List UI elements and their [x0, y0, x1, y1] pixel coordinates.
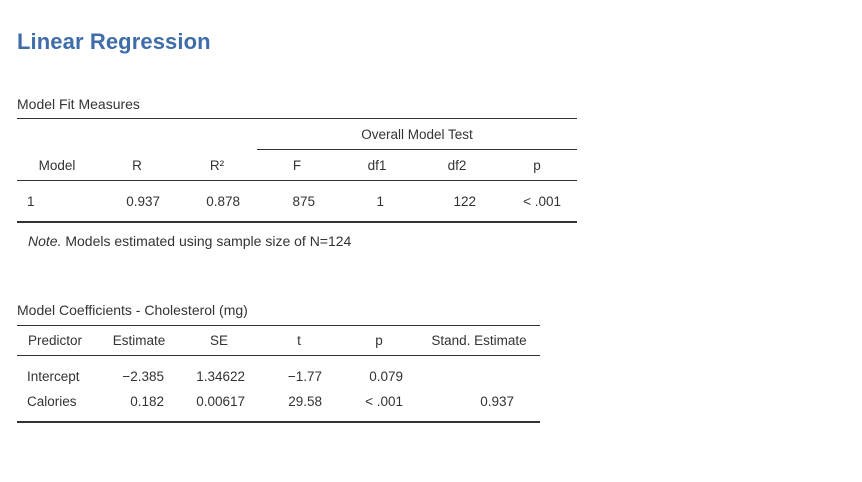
cell-model: 1	[27, 194, 35, 209]
table-top-rule	[17, 118, 577, 119]
column-header-predictor: Predictor	[28, 333, 83, 348]
column-header-estimate: Estimate	[112, 333, 166, 348]
group-header-rule	[257, 149, 577, 150]
column-header-t: t	[297, 333, 301, 348]
column-header-p: p	[533, 158, 541, 173]
table-bottom-rule	[17, 421, 540, 423]
column-header-r-squared: R²	[209, 158, 225, 173]
column-header-model: Model	[38, 158, 76, 173]
cell-predictor: Intercept	[27, 369, 80, 384]
header-rule	[17, 355, 540, 356]
coefficients-title: Model Coefficients - Cholesterol (mg)	[17, 302, 248, 318]
cell-predictor: Calories	[27, 394, 77, 409]
cell-t: −1.77	[287, 369, 322, 384]
column-header-p: p	[375, 333, 383, 348]
cell-df1: 1	[376, 194, 384, 209]
column-header-stand-estimate: Stand. Estimate	[431, 333, 527, 348]
page-title: Linear Regression	[17, 29, 211, 54]
table-note	[28, 233, 351, 249]
cell-estimate: 0.182	[130, 394, 164, 409]
table-bottom-rule	[17, 221, 577, 223]
cell-r-squared: 0.878	[206, 194, 240, 209]
cell-t: 29.58	[288, 394, 322, 409]
model-fit-title: Model Fit Measures	[17, 96, 140, 112]
cell-df2: 122	[453, 194, 476, 209]
header-rule	[17, 180, 577, 181]
column-header-df2: df2	[447, 158, 467, 173]
cell-p: < .001	[523, 194, 561, 209]
column-header-df1: df1	[367, 158, 387, 173]
note-text: Models estimated using sample size of N=124	[61, 233, 352, 249]
cell-se: 0.00617	[196, 394, 245, 409]
column-header-se: SE	[209, 333, 229, 348]
cell-stand-estimate: 0.937	[480, 394, 514, 409]
cell-estimate: −2.385	[122, 369, 164, 384]
cell-f: 875	[292, 194, 315, 209]
cell-r: 0.937	[126, 194, 160, 209]
table-top-rule	[17, 325, 540, 326]
cell-p: 0.079	[369, 369, 403, 384]
cell-se: 1.34622	[196, 369, 245, 384]
column-header-f: F	[292, 158, 302, 173]
overall-model-test-header: Overall Model Test	[361, 127, 473, 142]
cell-p: < .001	[365, 394, 403, 409]
column-header-r: R	[132, 158, 142, 173]
note-prefix: Note.	[28, 233, 62, 249]
